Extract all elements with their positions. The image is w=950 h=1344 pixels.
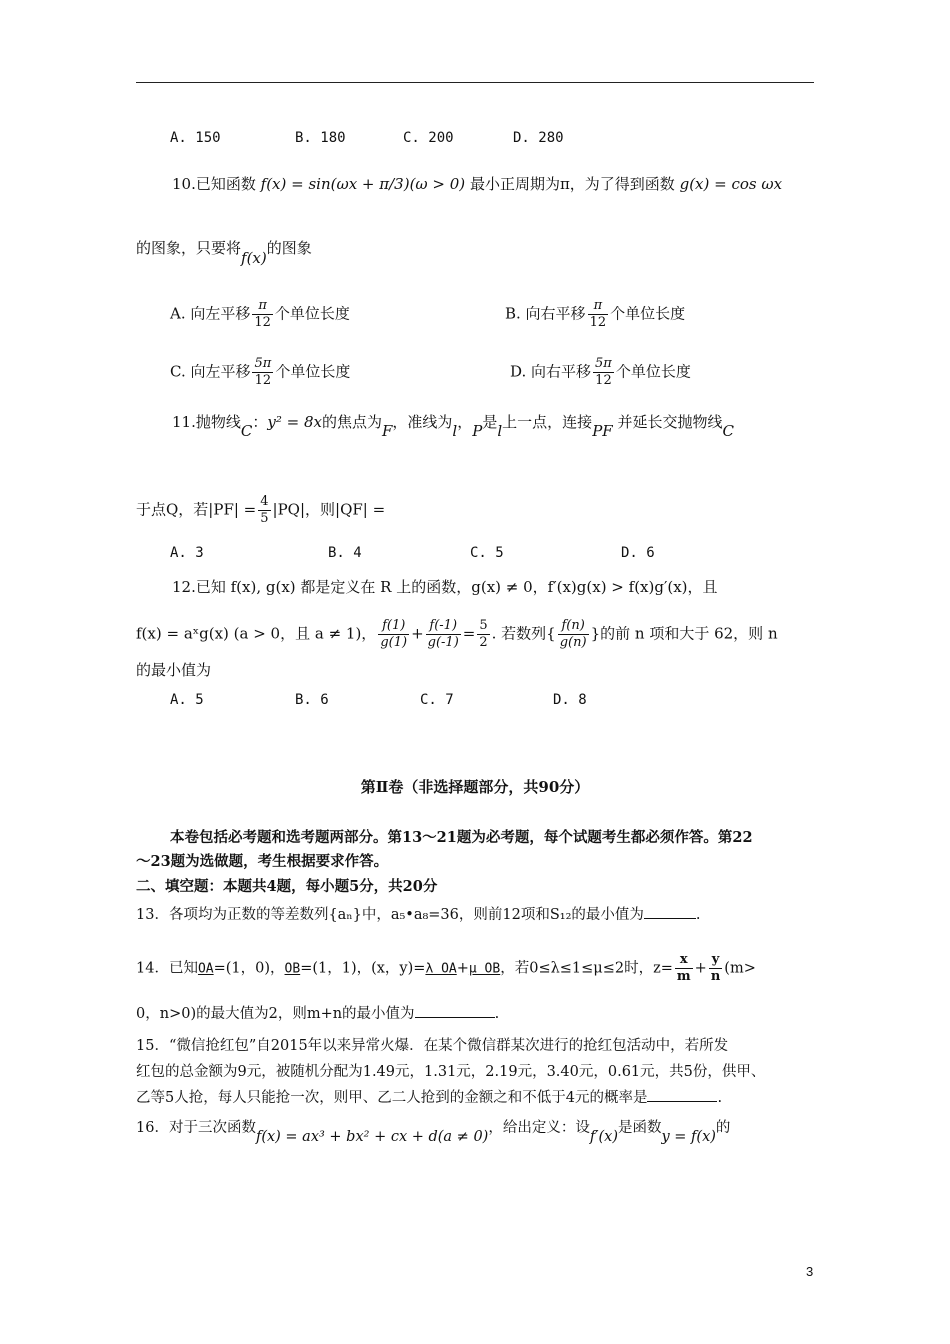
section2-title: 第Ⅱ卷（非选择题部分，共90分） [360, 778, 590, 796]
section2-intro-line2: ～23题为选做题，考生根据要求作答。 [136, 853, 389, 870]
page-number: 3 [806, 1264, 814, 1279]
q14-answer-blank [415, 1017, 495, 1018]
vector-oa: OA [197, 961, 214, 977]
q10-option-b: B. 向右平移 $\frac{\pi}{12}$ 个单位长度 [505, 298, 686, 330]
q12-option-d: D. 8 [553, 692, 587, 708]
q9-option-b: B. 180 [295, 130, 346, 146]
q16-formula: f(x) = ax³ + bx² + cx + d(a ≠ 0) [255, 1129, 489, 1145]
q14-line2: 0，n>0)的最大值为2，则m+n的最小值为 . [136, 1006, 500, 1022]
q12-line3: 的最小值为 [136, 661, 212, 679]
q9-option-d: D. 280 [513, 130, 564, 146]
header-rule [136, 82, 814, 83]
section2-intro-line1: 本卷包括必考题和选考题两部分。第13～21题为必考题，每个试题考生都必须作答。第22 [170, 829, 753, 846]
q12-option-c: C. 7 [420, 692, 454, 708]
q13-answer-blank [644, 918, 696, 919]
q10-line2: 的图象，只要将f(x)的图象 [136, 239, 312, 267]
q11-option-d: D. 6 [621, 545, 655, 561]
q11-line1: 11.抛物线C：y² = 8x的焦点为F，准线为l，P是l上一点，连接PF 并延长交抛物线C [172, 413, 734, 440]
q11-option-a: A. 3 [170, 545, 204, 561]
q11-option-c: C. 5 [470, 545, 504, 561]
q15-line1: 15．“微信抢红包”自2015年以来异常火爆．在某个微信群某次进行的抢红包活动中，若所发 [136, 1038, 729, 1054]
q9-option-c: C. 200 [403, 130, 454, 146]
q13-line: 13．各项均为正数的等差数列{aₙ}中，a₅•a₈=36，则前12项和S₁₂的最小值为 . [136, 907, 701, 923]
q10-option-a: A. 向左平移 $\frac{\pi}{12}$ 个单位长度 [170, 298, 350, 330]
q14-line1: 14．已知OA=(1，0)，OB=(1，1)，(x，y)=λ OA+μ OB，若0≤λ≤1≤μ≤2时，z= $\frac{x}{m}$ + $\frac{y}{n}$ (m> [136, 952, 756, 984]
q10-option-d: D. 向右平移 $\frac{5\pi}{12}$ 个单位长度 [510, 356, 691, 388]
q10-target: g(x) = cos ωx [679, 175, 783, 193]
q15-line2: 红包的总金额为9元，被随机分配为1.49元，1.31元，2.19元，3.40元，0.61元，共5份，供甲、 [136, 1064, 766, 1080]
q9-option-a: A. 150 [170, 130, 221, 146]
q10-option-c: C. 向左平移 $\frac{5\pi}{12}$ 个单位长度 [170, 356, 351, 388]
q11-option-b: B. 4 [328, 545, 362, 561]
q12-option-b: B. 6 [295, 692, 329, 708]
q12-line1: 12.已知 f(x), g(x) 都是定义在 R 上的函数，g(x) ≠ 0，f′(x)g(x) > f(x)g′(x)，且 [172, 578, 718, 596]
part2-heading: 二、填空题：本题共4题，每小题5分，共20分 [136, 878, 438, 895]
q16-line1: 16．对于三次函数f(x) = ax³ + bx² + cx + d(a ≠ 0)，给出定义：设f′(x)是函数y = f(x)的 [136, 1120, 731, 1145]
vector-ob: OB [284, 961, 301, 977]
q15-answer-blank [647, 1101, 717, 1102]
q10-line1: 10.已知函数 f(x) = sin(ωx + π/3)(ω > 0) 最小正周期为π，为了得到函数 g(x) = cos ωx [172, 175, 783, 193]
q15-line3: 乙等5人抢，每人只能抢一次，则甲、乙二人抢到的金额之和不低于4元的概率是 . [136, 1090, 723, 1106]
q10-formula: f(x) = sin(ωx + π/3)(ω > 0) [260, 175, 466, 193]
q12-line2: f(x) = aˣg(x) (a > 0，且 a ≠ 1)， $\frac{f(1)}{g(1)}$ + $\frac{f(-1)}{g(-1)}$ = $\frac{5}{2}$ . 若数列{ $\frac{f(n)}{g(n)}$ }的前 n 项和大于 62，则 n [136, 618, 778, 650]
q12-option-a: A. 5 [170, 692, 204, 708]
q11-line2: 于点Q，若|PF| = $\frac{4}{5}$ |PQ|，则|QF| = [136, 494, 386, 526]
